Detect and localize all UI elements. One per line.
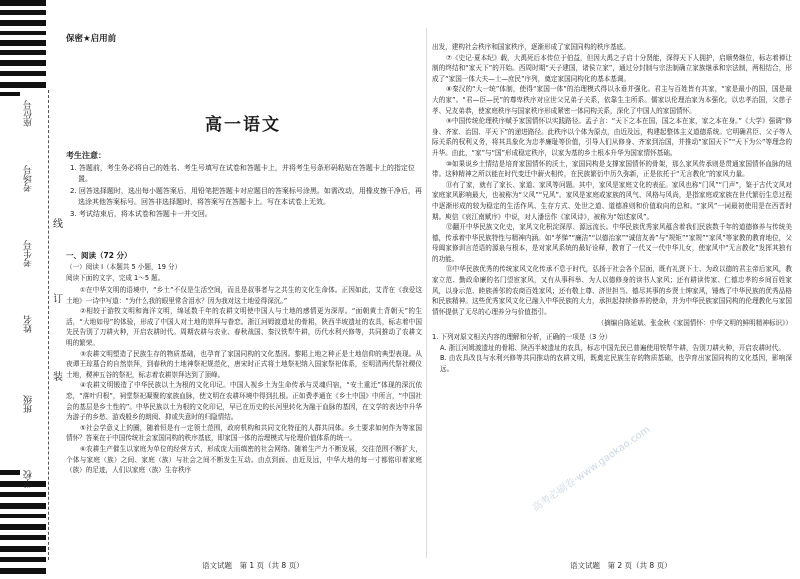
exam-title: 高一语文: [205, 115, 281, 135]
left-page: [62, 0, 424, 579]
source-citation: （摘编自陈延斌、张金秋《家国情怀：中华文明的鲜明精神标识》）: [597, 319, 792, 328]
passage-paragraph: ④农耕文明锻造了中华民族以土为根的文化印记。中国人视乡土为生命传承与灵魂归宿，“安土重迁”体现的深沉依恋，“落叶归根”，祠堂祭祀凝聚的家族血脉，使文明在农耕环境中得到扎根。正如费孝通在《乡土中国》中所言，“中国社会的基层是乡土性的”。中华民族以土为根的文化印记，早已在历史的长河里转化为融于血脉的基因，在文学的表达中升华为游子的乡愁、游戏般乡的朗阅、抑或失意时的归隐情结。: [66, 381, 422, 422]
notice-item: 1. 答题前，考生务必将自己的姓名、考生号填写在试卷和答题卡上，并将考生号条形码粘贴在答题卡上的指定位置。: [70, 164, 415, 183]
field-label-seat: 座位号: [24, 100, 34, 127]
option-a: A. 浙江河姆渡遗址的骨耜、陕西半坡遗址的农具，标志中国先民已普遍使用铁犁牛耕，告别刀耕火种，开启农耕时代。: [440, 343, 785, 352]
passage-paragraph: ⑨中国传统伦理秩序赋予家国情怀以实践路径。孟子言：“天下之本在国，国之本在家，家之本在身。”《大学》强调“修身、齐家、治国、平天下”的递进路径。此秩序以个体为原点，由近及远，构建起整体主义道德系统。它明确君臣、父子等人际关系的权利义务，将其具象化为忠孝廉耻等价值，引导人们从修身、齐家到治国，并推动“家国天下”“天下为公”等理念的升华。由此，“家”与“国”形成稳定秩序，以家为基的乡土根本升华为国家情怀基础。: [432, 117, 792, 157]
passage-paragraph: ②相较于游牧文明和海洋文明，绵延数千年的农耕文明使中国人与土地的感情更为深厚。“面朝黄土背朝天”的生活，“大地如母”的体验，形成了中国人对土地的崇拜与眷恋。浙江河姆渡遗址的骨耜，陕西半坡遗址的农具，标志着中国先民告别了刀耕火种，开启农耕时代。周期农耕与农业、春秋战国、秦汉铁犁牛耕，历代水利兴修等，共同推动了农耕文明的繁荣。: [66, 307, 422, 347]
passage-paragraph: ⑫翻开中华民族文化史，家风文化积淀深厚、源远流长。中华民族优秀家风蕴含着我们民族数千年的道德修养与传统美德，传承着中华民族特性与精神内涵。如“孝悌”“廉洁”“以德治家”“诚信友善”与“规矩”“家规”“家风”等家教的教育地位，父母阖家修训言范语的源泉与根本，是对家风系统的最好诠释，教育了一代又一代中华儿女，使家风中“无言教化”发挥其独有的功能。: [432, 223, 792, 263]
question-1: 1. 下列对原文相关内容的理解和分析，正确的一项是（3 分）: [432, 333, 612, 342]
binding-margin: [0, 0, 46, 579]
cut-mark-bind: 订: [53, 294, 63, 305]
page-footer: 语文试题 第 2 页（共 8 页）: [570, 561, 672, 570]
page-footer: 语文试题 第 1 页（共 8 页）: [202, 561, 304, 570]
page-divider: [426, 28, 427, 558]
section-heading: 一、阅读（72 分）: [66, 251, 132, 260]
instruction-text: 阅读下面的文字，完成 1～5 题。: [66, 274, 165, 282]
passage-continuation: 出发，建构社会秩序和国家秩序，逐渐形成了家国同构的秩序基底。: [432, 43, 630, 51]
right-page: [430, 0, 792, 579]
cut-mark-pack: 装: [53, 372, 63, 383]
field-label-examinee-id: 考生号: [24, 240, 34, 267]
passage-right: [432, 42, 792, 374]
watermark: 高考必刷卷·www.gaokao.com: [530, 424, 653, 515]
notice-item: 3. 考试结束后，将本试卷和答题卡一并交回。: [70, 210, 212, 218]
passage-paragraph: ①在中华文明的语境中，“乡土”不仅是生活空间，而且是叔事者与之共生的文化生命体。正因如此，艾青在《我爱这土地》一诗中写道：“为什么我的眼里常含泪水？因为我对这土地爱得深沉。”: [66, 286, 422, 305]
passage-paragraph: ⑥农耕生产催生以家庭为单位的经营方式，形成庞大而缜密的社会网络。随着生产力不断发展，交往范围不断扩大，个体与家庭（族）之间、家庭（族）与社会之间不断发生互动。由点到面、由近及远，中华大地的每一寸都铭印着家庭（族）的足迹，人们以家庭（族）生存秩序: [66, 444, 422, 475]
field-label-school: 学校: [24, 470, 34, 488]
passage-paragraph: ⑬中华民族优秀的传统家风文化传承不息于时代，弘扬于社会各个层面，既有礼贤下士、为政以德的君主帝后家风，教家立范、勤政命廉的名门望宦家风，又有从事科举、为人以德修身的读书人家风；还有耕读传家、仁德忠孝的乡间百姓家风，以身示范、睦族善邻的农商百姓家风；还有敬上尊、济世担当、德尽其事的乡贤士绅家风，锤炼了中华民族的优秀品格和民族精神。这些优秀家风文化已融入中华民族的大力，承担起持续修养的使命，并为中华民族家国同构的伦理教化与家国情怀提供了无尽的心理养分与价值指引。: [432, 265, 792, 316]
option-b: B. 由农具改良与水利兴修等共同推动的农耕文明，既奠定民族生存的物质基础，也孕育出家国同构的文化基因，影响深远。: [440, 354, 792, 373]
field-label-name: 姓名: [24, 315, 34, 333]
notice-list: [70, 163, 422, 221]
passage-paragraph: ⑧秦汉的“大一统”体制，使得“家国一体”的治理模式得以永垂并强化。君主与百姓皆有共家，“家是最小的国，国是最大的家”。“君—臣—民”的尊卑秩序对应世父兄弟子关系，依靠生主所系。儒家以伦理治家为本强化，以忠孝治国，父慈子孝、兄友弟恭，使家庭秩序与国家秩序形成紧密一体同构关系，深化了中国人的家国情怀。: [432, 85, 792, 115]
passage-paragraph: ⑪有了家，就有了家长、家道、家风等问题。其中，家风是家庭文化的表征。家风也称“门风”“门声”，鉴于古代文风对家庭家风影响最大，也被称为“父风”“兄风”。家风是家庭或家族的风气、风格与风尚，是指家庭或家族在世代繁衍生息过程中逐渐形成的较为稳定的生活作风、生存方式、处世之道、道德准则和价值取向的总和。“家风”一词最初使用是在西晋时期。庾信《哀江南赋序》中说，对人潘岳作《家风诗》，被称为“始述家风”。: [432, 180, 792, 221]
passage-paragraph: ③农耕文明塑造了民族生存的物质基础，也孕育了家国同构的文化基因。黎耜上地之种正是土地信仰的典型表现。从夜谭王琮墓合的自然崇拜，到春秋的土地神祭祀规范化，唐宋时正式将土地祭祀纳入国家祭祀体系，至明清两代祭社稷仪土地，稷神五谷的祭祀，标志着农耕崇拜达到了顶峰。: [66, 349, 422, 379]
passage-paragraph: ⑩如果说乡土情结是培育家国情怀的沃土，家国同构是支撑家国情怀的骨架，那么家风传承则是贯通家国情怀血脉的纽带。这种精神之所以能在时代变迁中薪火相传，在民族繁衍中历久弥新，正是依托于“无言教化”的家风力量。: [432, 159, 792, 179]
passage-left: [66, 285, 422, 476]
passage-paragraph: ⑤社会学意义上的圈，随着恒是有一定领土范围，政府机构和共同文化特征的人群共同体。乡土要求如何作为等家国情怀？答案在于中国传统社会家国同构的秩序基底，即家国一体的治理模式与伦理价值体系的统一。: [66, 423, 422, 443]
subsection-heading: （一）阅读 Ⅰ（本题共 5 小题，19 分）: [66, 263, 182, 271]
notice-heading: 考生注意：: [66, 151, 106, 160]
notice-item: 2. 回答选择题时，选出每小题答案后，用铅笔把答题卡对应题目的答案标号涂黑。如需改动，用橡皮擦干净后，再选涂其他答案标号。回答非选择题时，将答案写在答题卡上。写在本试卷上无效。: [70, 187, 422, 206]
cut-mark-line: 线: [53, 219, 63, 230]
field-label-class: 班级: [24, 395, 34, 413]
confidential-label: 保密★启用前: [66, 34, 117, 44]
passage-paragraph: ⑦《史记·夏本纪》载，大禹死后本传位于伯益，但因大禹之子启十分贤能，深得天下人拥护，启顺势继位，标志着禅让制的终结和“家天下”的开始。西周时期“天子建国，诸侯立家”，通过分封制与宗法制确立家族继承和宗法制，两相结合，形成了“家国一体大夫—士—庶民”序列，奠定家国同构化的基本基调。: [432, 53, 792, 83]
field-label-exam-room: 考场号: [24, 165, 34, 192]
